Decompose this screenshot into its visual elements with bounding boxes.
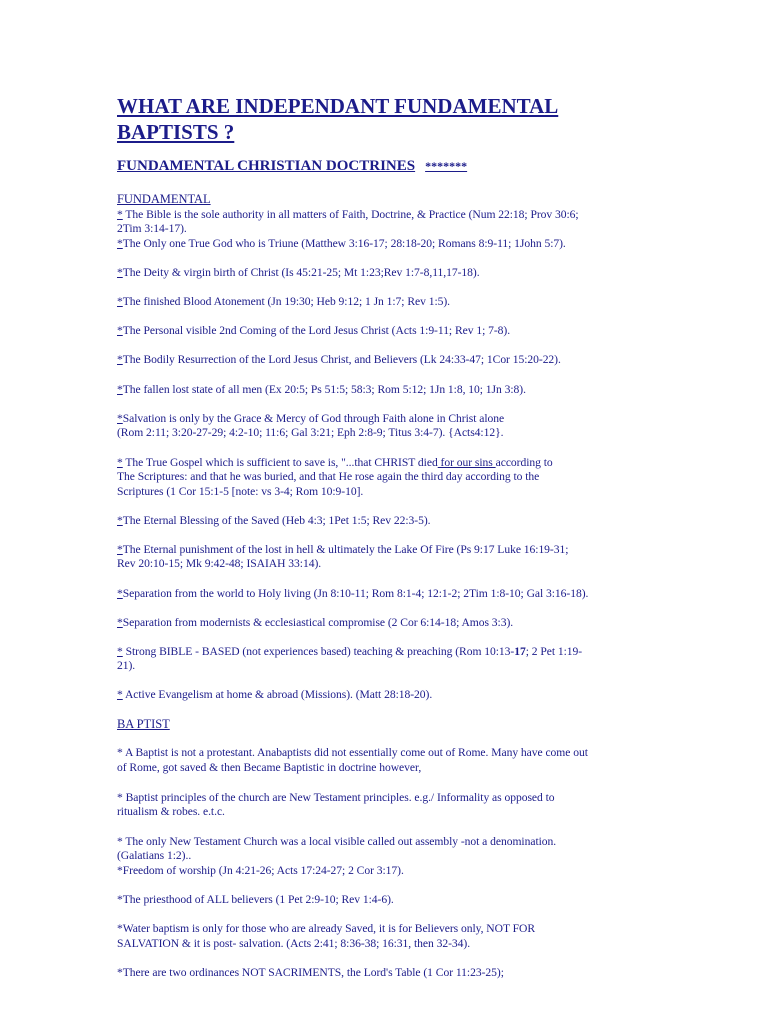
doctrine-line: (Rom 2:11; 3:20-27-29; 4:2-10; 11:6; Gal 3:21; Eph 2:8-9; Titus 3:4-7). {Acts4:12}.: [117, 426, 504, 439]
bullet-star: *: [117, 295, 123, 308]
doctrine-line: [117, 514, 431, 529]
doctrine-emphasis: 17: [514, 645, 526, 658]
doctrine-text: The Deity & virgin birth of Christ (Is 45:21-25; Mt 1:23;Rev 1:7-8,11,17-18).: [122, 266, 480, 279]
baptist-line: of Rome, got saved & then Became Baptistic in doctrine however,: [117, 761, 422, 774]
doctrine-line: [117, 645, 582, 660]
doctrine-line: The Scriptures: and that he was buried, and that He rose again the third day according to the: [117, 470, 540, 483]
doctrine-line: Scriptures (1 Cor 15:1-5 [note: vs 3-4; Rom 10:9-10].: [117, 485, 364, 498]
doctrine-line: 21).: [117, 659, 136, 672]
doctrine-line: [117, 616, 513, 631]
title-line-2: BAPTISTS ?: [117, 120, 235, 144]
baptist-line: *Freedom of worship (Jn 4:21-26; Acts 17:24-27; 2 Cor 3:17).: [117, 864, 404, 877]
doctrine-text: The fallen lost state of all men (Ex 20:5; Ps 51:5; 58:3; Rom 5:12; 1Jn 1:8, 10; 1Jn 3:8).: [122, 383, 526, 396]
bullet-star: *: [117, 456, 123, 469]
doctrine-text: ; 2 Pet 1:19-: [525, 645, 583, 658]
doctrine-line: [117, 412, 504, 427]
doctrine-emphasis: for our sins: [437, 456, 496, 469]
doctrine-text: Separation from the world to Holy living (Jn 8:10-11; Rom 8:1-4; 12:1-2; 2Tim 1:8-10; Gal 3:16-18).: [122, 587, 589, 600]
doctrine-line: [117, 543, 568, 558]
doctrine-line: [117, 688, 432, 703]
doctrine-line: [117, 324, 510, 339]
bullet-star: *: [117, 543, 123, 556]
doctrine-text: Separation from modernists & ecclesiastical compromise (2 Cor 6:14-18; Amos 3:3).: [122, 616, 514, 629]
doctrine-line: 2Tim 3:14-17).: [117, 222, 187, 235]
section-heading-baptist: BA PTIST: [117, 717, 170, 731]
bullet-star: *: [117, 616, 123, 629]
doctrine-line: [117, 237, 566, 252]
doctrine-text: The Eternal Blessing of the Saved (Heb 4:3; 1Pet 1:5; Rev 22:3-5).: [122, 514, 431, 527]
doctrine-text: The Eternal punishment of the lost in hell & ultimately the Lake Of Fire (Ps 9:17 Luke 16:19-31;: [122, 543, 569, 556]
baptist-line: ritualism & robes. e.t.c.: [117, 805, 225, 818]
baptist-line: (Galatians 1:2)..: [117, 849, 192, 862]
doctrine-line: [117, 456, 553, 471]
doctrine-line: [117, 353, 561, 368]
bullet-star: *: [117, 383, 123, 396]
baptist-line: *Water baptism is only for those who are already Saved, it is for Believers only, NOT FOR: [117, 922, 536, 935]
doctrine-line: [117, 587, 588, 602]
doctrine-text: The finished Blood Atonement (Jn 19:30; Heb 9:12; 1 Jn 1:7; Rev 1:5).: [122, 295, 451, 308]
baptist-line: * The only New Testament Church was a local visible called out assembly -not a denomination.: [117, 835, 557, 848]
doctrine-line: [117, 266, 480, 281]
subtitle-marker: *******: [425, 159, 468, 173]
subtitle-text: FUNDAMENTAL CHRISTIAN DOCTRINES: [117, 158, 416, 174]
bullet-star: *: [117, 645, 123, 658]
document-subtitle: [117, 158, 467, 175]
bullet-star: *: [117, 688, 123, 701]
bullet-star: *: [117, 324, 123, 337]
doctrine-text: The Bodily Resurrection of the Lord Jesus Christ, and Believers (Lk 24:33-47; 1Cor 15:20-22).: [122, 353, 561, 366]
document-title: [117, 93, 677, 145]
bullet-star: *: [117, 266, 123, 279]
baptist-line: *There are two ordinances NOT SACRIMENTS, the Lord's Table (1 Cor 11:23-25);: [117, 966, 504, 979]
doctrine-text: Strong BIBLE - BASED (not experiences based) teaching & preaching (Rom 10:13-: [122, 645, 515, 658]
baptist-line: * Baptist principles of the church are New Testament principles. e.g./ Informality as opposed to: [117, 791, 555, 804]
doctrine-text: Active Evangelism at home & abroad (Missions). (Matt 28:18-20).: [122, 688, 433, 701]
bullet-star: *: [117, 412, 123, 425]
baptist-line: *The priesthood of ALL believers (1 Pet 2:9-10; Rev 1:4-6).: [117, 893, 394, 906]
bullet-star: *: [117, 514, 123, 527]
doctrine-line: [117, 208, 579, 223]
doctrine-text: Salvation is only by the Grace & Mercy of God through Faith alone in Christ alone: [122, 412, 505, 425]
baptist-line: SALVATION & it is post- salvation. (Acts 2:41; 8:36-38; 16:31, then 32-34).: [117, 937, 471, 950]
title-line-1: WHAT ARE INDEPENDANT FUNDAMENTAL: [117, 94, 559, 118]
bullet-star: *: [117, 353, 123, 366]
doctrine-line: [117, 383, 526, 398]
bullet-star: *: [117, 208, 123, 221]
doctrine-line: [117, 295, 450, 310]
bullet-star: *: [117, 237, 123, 250]
doctrine-text: The Personal visible 2nd Coming of the Lord Jesus Christ (Acts 1:9-11; Rev 1; 7-8).: [122, 324, 511, 337]
baptist-line: * A Baptist is not a protestant. Anabaptists did not essentially come out of Rome. Many have come out: [117, 746, 588, 759]
bullet-star: *: [117, 587, 123, 600]
doctrine-line: Rev 20:10-15; Mk 9:42-48; ISAIAH 33:14).: [117, 557, 322, 570]
doctrine-text: according to: [495, 456, 553, 469]
doctrine-text: The True Gospel which is sufficient to save is, "...that CHRIST died: [122, 456, 438, 469]
section-heading-fundamental: FUNDAMENTAL: [117, 192, 211, 206]
doctrine-text: The Only one True God who is Triune (Matthew 3:16-17; 28:18-20; Romans 8:9-11; 1John 5:7).: [122, 237, 566, 250]
doctrine-text: The Bible is the sole authority in all matters of Faith, Doctrine, & Practice (Num 22:18; Prov 30:6;: [122, 208, 579, 221]
